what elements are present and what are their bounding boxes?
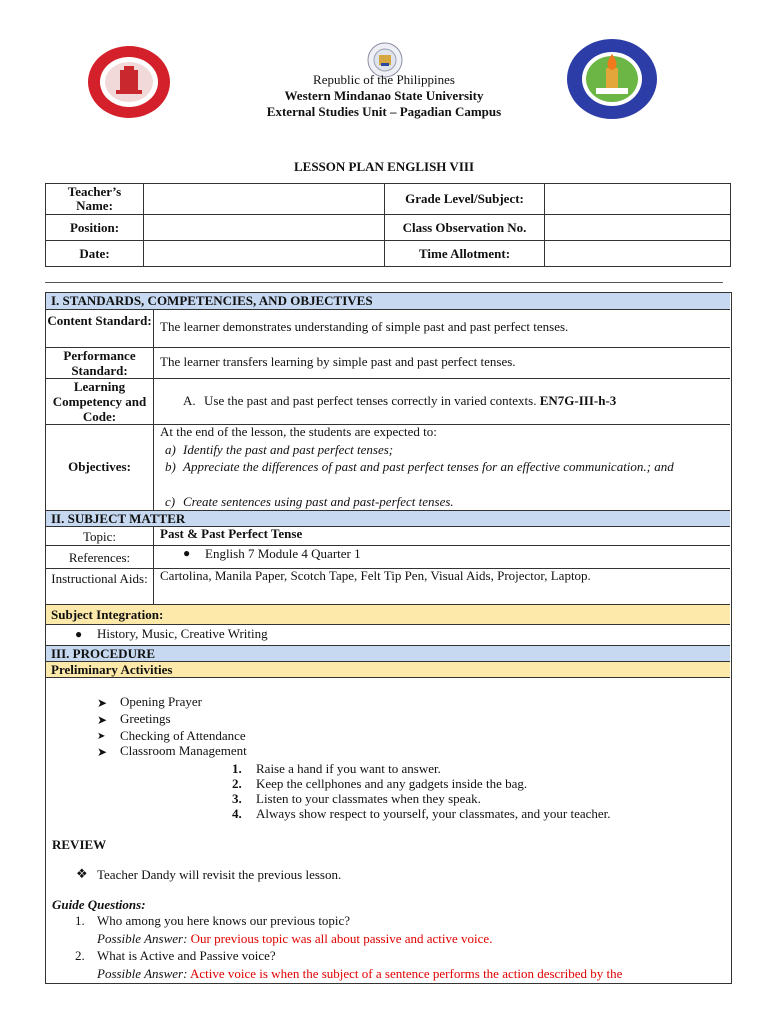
- activity-item: Opening Prayer: [120, 694, 202, 709]
- position-value[interactable]: [144, 215, 385, 241]
- references-text: English 7 Module 4 Quarter 1: [205, 546, 361, 561]
- arrow-bullet-icon: ➤: [97, 745, 108, 759]
- activity-item: Classroom Management: [120, 743, 247, 758]
- arrow-bullet-icon: ➤: [97, 696, 108, 710]
- subject-integration-header: Subject Integration:: [46, 604, 730, 625]
- activity-item: Greetings: [120, 711, 171, 726]
- activity-item: Checking of Attendance: [120, 728, 246, 743]
- bullet-icon: ●: [75, 627, 83, 641]
- arrow-bullet-icon: ➤: [97, 713, 108, 727]
- references-label: References:: [68, 550, 131, 565]
- teacher-name-label: Teacher’s Name:: [46, 184, 144, 215]
- section-procedure-header: III. PROCEDURE: [46, 645, 730, 662]
- competency-marker: A.: [183, 393, 196, 408]
- content-standard-text: The learner demonstrates understanding of simple past and past perfect tenses.: [160, 319, 569, 334]
- time-allotment-label: Time Allotment:: [385, 241, 545, 267]
- grade-level-label: Grade Level/Subject:: [385, 184, 545, 215]
- teacher-info-table: [45, 183, 731, 267]
- column-divider: [153, 310, 154, 510]
- rule-number: 1.: [232, 761, 242, 776]
- question-number: 1.: [75, 913, 85, 928]
- performance-standard-label: Performance Standard:: [63, 348, 136, 378]
- objective-item: Create sentences using past and past-perfect tenses.: [183, 494, 454, 509]
- rule-number: 4.: [232, 806, 242, 821]
- performance-standard-text: The learner transfers learning by simple past and past perfect tenses.: [160, 354, 516, 369]
- objective-marker: c): [165, 494, 176, 509]
- review-heading: REVIEW: [52, 837, 107, 852]
- class-observation-value[interactable]: [545, 215, 731, 241]
- learning-competency-label: Learning Competency and Code:: [52, 379, 147, 424]
- bullet-icon: ●: [183, 546, 191, 560]
- topic-text: Past & Past Perfect Tense: [160, 526, 303, 541]
- arrow-bullet-icon: ➤: [97, 731, 106, 742]
- section-standards-header: I. STANDARDS, COMPETENCIES, AND OBJECTIVES: [46, 292, 730, 310]
- question-number: 2.: [75, 948, 85, 963]
- grade-level-value[interactable]: [545, 184, 731, 215]
- competency-code: EN7G-III-h-3: [539, 393, 617, 408]
- position-label: Position:: [46, 215, 144, 241]
- date-value[interactable]: [144, 241, 385, 267]
- rule-item: Always show respect to yourself, your classmates, and your teacher.: [256, 806, 611, 821]
- guide-questions-heading: Guide Questions:: [52, 897, 146, 912]
- objectives-label: Objectives:: [68, 459, 131, 474]
- class-observation-label: Class Observation No.: [385, 215, 545, 241]
- topic-label: Topic:: [82, 529, 117, 544]
- competency-text: Use the past and past perfect tenses correctly in varied contexts. EN7G-III-h-3: [204, 393, 617, 408]
- date-label: Date:: [46, 241, 144, 267]
- guide-question: What is Active and Passive voice?: [97, 948, 276, 963]
- header-republic: Republic of the Philippines: [313, 72, 455, 87]
- instructional-aids-label: Instructional Aids:: [51, 571, 148, 586]
- objective-marker: b): [165, 459, 176, 474]
- review-text: Teacher Dandy will revisit the previous lesson.: [97, 867, 342, 882]
- possible-answer: Possible Answer: Active voice is when the subject of a sentence performs the action described by the: [97, 966, 623, 981]
- diamond-bullet-icon: ❖: [76, 866, 88, 881]
- row-divider: [46, 545, 730, 546]
- content-standard-label: Content Standard:: [47, 313, 152, 328]
- header-university: Western Mindanao State University: [284, 88, 484, 103]
- time-allotment-value[interactable]: [545, 241, 731, 267]
- preliminary-activities-header: Preliminary Activities: [46, 661, 730, 678]
- rule-item: Raise a hand if you want to answer.: [256, 761, 441, 776]
- separator-rule: [45, 282, 723, 283]
- rule-item: Listen to your classmates when they speak.: [256, 791, 481, 806]
- lesson-plan-title: LESSON PLAN ENGLISH VIII: [293, 159, 474, 174]
- rule-item: Keep the cellphones and any gadgets inside the bag.: [256, 776, 528, 791]
- objective-marker: a): [165, 442, 176, 457]
- section-subject-matter-header: II. SUBJECT MATTER: [46, 510, 730, 527]
- header-campus: External Studies Unit – Pagadian Campus: [266, 104, 502, 119]
- column-divider: [153, 527, 154, 605]
- possible-answer: Possible Answer: Our previous topic was all about passive and active voice.: [97, 931, 493, 946]
- instructional-aids-text: Cartolina, Manila Paper, Scotch Tape, Felt Tip Pen, Visual Aids, Projector, Laptop.: [160, 568, 591, 583]
- teacher-name-value[interactable]: [144, 184, 385, 215]
- subject-integration-text: History, Music, Creative Writing: [97, 626, 268, 641]
- rule-number: 3.: [232, 791, 242, 806]
- objective-item: Identify the past and past perfect tenses;: [183, 442, 394, 457]
- guide-question: Who among you here knows our previous topic?: [97, 913, 351, 928]
- rule-number: 2.: [232, 776, 242, 791]
- objective-item: Appreciate the differences of past and past perfect tenses for an effective communication.; and: [183, 459, 674, 474]
- objectives-intro: At the end of the lesson, the students are expected to:: [160, 424, 437, 439]
